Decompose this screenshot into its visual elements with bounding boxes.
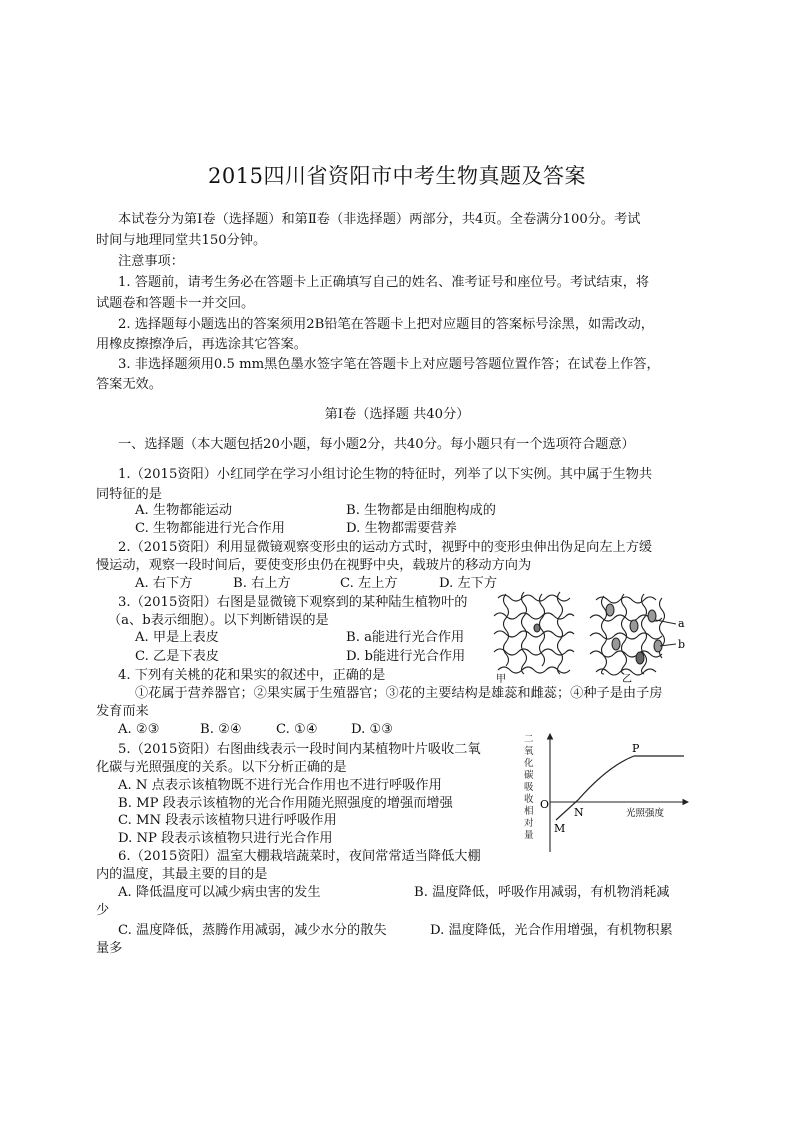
- y-axis-label-c2: 氧: [524, 746, 534, 757]
- label-b: b: [678, 638, 686, 651]
- page-title: 2015四川省资阳市中考生物真题及答案: [208, 164, 586, 188]
- lower-epidermis-cells: [590, 594, 676, 675]
- notice-2b: 用橡皮擦擦净后，再选涂其它答案。: [96, 337, 307, 352]
- y-axis-label-c4: 碳: [524, 770, 534, 781]
- q2-stem-a: 2.（2015资阳）利用显微镜观察变形虫的运动方式时，视野中的变形虫伸出伪足向左上方缓: [118, 540, 653, 555]
- point-m-label: M: [554, 822, 566, 835]
- q5-stem-b: 化碳与光照强度的关系。以下分析正确的是: [96, 760, 347, 775]
- y-axis-label-c8: 对: [524, 818, 534, 829]
- q6-option-b-b: 少: [96, 903, 110, 918]
- q5-option-d: D. NP 段表示该植物只进行光合作用: [118, 831, 333, 846]
- q1-option-c: C. 生物都能进行光合作用: [135, 521, 285, 536]
- x-axis-label: 光照强度: [626, 808, 665, 819]
- q4-option-d: D. ①③: [351, 722, 394, 737]
- label-jia: 甲: [496, 674, 506, 684]
- notice-2a: 2. 选择题每小题选出的答案须用2B铅笔在答题卡上把对应题目的答案标号涂黑，如需改动，: [118, 317, 654, 332]
- q5-option-c: C. MN 段表示该植物只进行呼吸作用: [118, 813, 337, 828]
- q4-stem: 4. 下列有关桃的花和果实的叙述中，正确的是: [118, 668, 386, 683]
- y-axis-label-c3: 化: [524, 758, 534, 769]
- point-n-label: N: [574, 806, 584, 819]
- q6-option-d-b: 量多: [96, 941, 123, 956]
- q2-option-c: C. 左上方: [340, 576, 398, 591]
- q6-stem-b: 内的温度，其最主要的目的是: [96, 867, 268, 882]
- q4-items-b: 发育而来: [96, 704, 149, 719]
- q6-option-c: C. 温度降低，蒸腾作用减弱，减少水分的散失: [118, 923, 387, 938]
- q6-option-a: A. 降低温度可以减少病虫害的发生: [118, 885, 321, 900]
- notice-3b: 答案无效。: [96, 377, 162, 392]
- co2-light-graph: [518, 728, 698, 858]
- label-a: a: [678, 617, 685, 630]
- q1-option-d: D. 生物都需要营养: [346, 521, 457, 536]
- point-o-label: O: [540, 798, 550, 811]
- notice-title: 注意事项：: [118, 254, 184, 269]
- q5-option-a: A. N 点表示该植物既不进行光合作用也不进行呼吸作用: [118, 778, 442, 793]
- q5-option-b: B. MP 段表示该植物的光合作用随光照强度的增强而增强: [118, 796, 453, 811]
- leaf-epidermis-figure: [490, 588, 695, 684]
- q4-option-b: B. ②④: [200, 722, 242, 737]
- y-axis-label-c9: 量: [524, 830, 534, 841]
- q1-stem-b: 同特征的是: [96, 487, 162, 502]
- q3-option-b: B. a能进行光合作用: [346, 630, 465, 645]
- y-axis-label-c5: 吸: [524, 782, 534, 793]
- q6-stem-a: 6.（2015资阳）温室大棚栽培蔬菜时，夜间常常适当降低大棚: [118, 849, 481, 864]
- q4-option-c: C. ①④: [276, 722, 318, 737]
- q3-option-a: A. 甲是上表皮: [135, 630, 219, 645]
- intro-line-1: 本试卷分为第Ⅰ卷（选择题）和第Ⅱ卷（非选择题）两部分，共4页。全卷满分100分。考试: [118, 212, 641, 227]
- q1-option-b: B. 生物都是由细胞构成的: [346, 503, 496, 518]
- q2-stem-b: 慢运动，观察一段时间后，要使变形虫仍在视野中央，载玻片的移动方向为: [96, 558, 532, 573]
- intro-line-2: 时间与地理同堂共150分钟。: [96, 233, 267, 248]
- notice-1a: 1. 答题前，请考生务必在答题卡上正确填写自己的姓名、准考证号和座位号。考试结束，将: [118, 275, 650, 290]
- q1-option-a: A. 生物都能运动: [135, 503, 233, 518]
- notice-3a: 3. 非选择题须用0.5 mm黑色墨水签字笔在答题卡上对应题号答题位置作答；在试卷上作答，: [118, 357, 660, 372]
- q6-option-d-a: D. 温度降低，光合作用增强，有机物积累: [430, 923, 673, 938]
- q3-option-c: C. 乙是下表皮: [135, 649, 219, 664]
- q3-option-d: D. b能进行光合作用: [346, 649, 466, 664]
- notice-1b: 试题卷和答题卡一并交回。: [96, 296, 255, 311]
- section-title: 第Ⅰ卷（选择题 共40分）: [324, 407, 470, 422]
- q2-option-a: A. 右下方: [135, 576, 193, 591]
- y-axis-label-c7: 相: [524, 806, 534, 817]
- q3-stem-b: （a、b表示细胞）。以下判断错误的是: [108, 613, 329, 628]
- y-axis-label-c6: 收: [524, 794, 534, 805]
- part-heading: 一、选择题（本大题包括20小题，每小题2分，共40分。每小题只有一个选项符合题意）: [118, 437, 635, 452]
- q5-stem-a: 5.（2015资阳）右图曲线表示一段时间内某植物叶片吸收二氧: [118, 742, 481, 757]
- q3-stem-a: 3.（2015资阳）右图是显微镜下观察到的某种陆生植物叶的: [118, 595, 468, 610]
- q2-option-b: B. 右上方: [233, 576, 291, 591]
- q1-stem-a: 1.（2015资阳）小红同学在学习小组讨论生物的特征时，列举了以下实例。其中属于生物共: [118, 467, 653, 482]
- point-p-label: P: [632, 742, 640, 755]
- label-yi: 乙: [622, 674, 632, 684]
- upper-epidermis-cells: [494, 592, 574, 674]
- q2-option-d: D. 左下方: [439, 576, 498, 591]
- y-axis-label-c1: 二: [524, 734, 534, 745]
- q4-items-a: ①花属于营养器官；②果实属于生殖器官；③花的主要结构是雄蕊和雌蕊；④种子是由子房: [135, 686, 663, 701]
- q6-option-b-a: B. 温度降低，呼吸作用减弱，有机物消耗减: [414, 885, 670, 900]
- q4-option-a: A. ②③: [118, 722, 160, 737]
